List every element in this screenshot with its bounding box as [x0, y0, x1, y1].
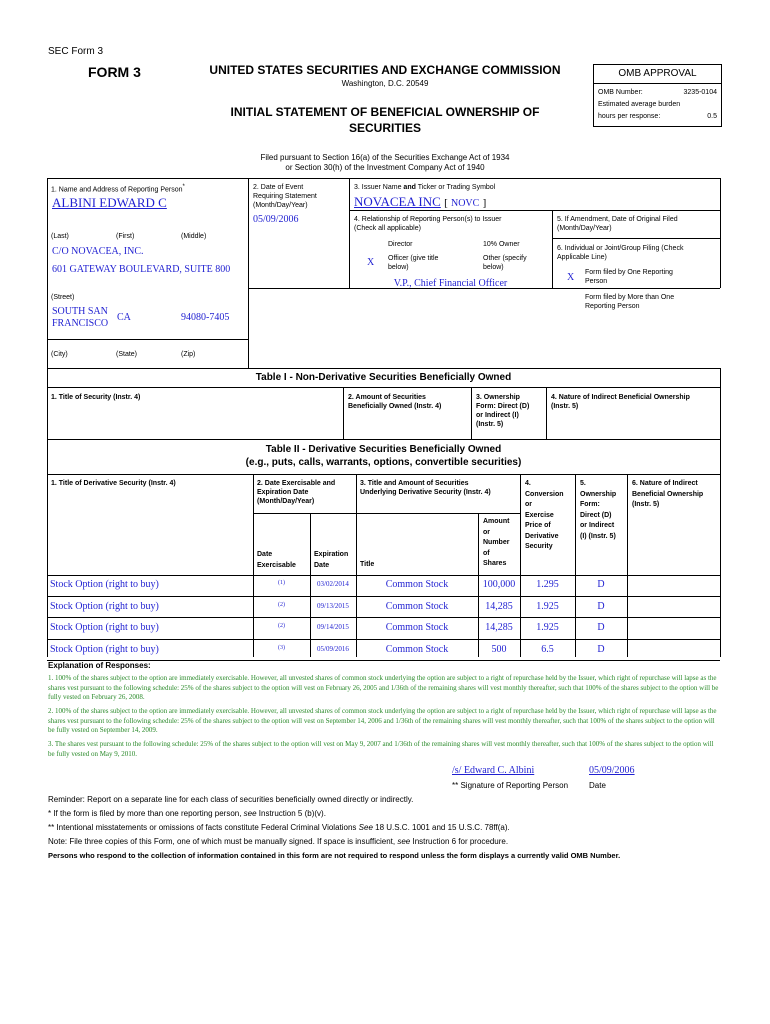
sec-form-label: SEC Form 3 — [48, 46, 104, 57]
street-label: (Street) — [51, 294, 75, 301]
reporting-person-name[interactable]: ALBINI EDWARD C — [52, 195, 167, 210]
t2-col-nature: 6. Nature of Indirect Beneficial Ownership (Instr. 5) — [632, 480, 704, 508]
commission-title: UNITED STATES SECURITIES AND EXCHANGE COMMISSION — [209, 63, 561, 77]
address-line-1: C/O NOVACEA, INC. — [52, 246, 144, 257]
row-ownership-form: D — [597, 579, 605, 590]
t2-col-underlying: 3. Title and Amount of Securities Underlying Derivative Security (Instr. 4) — [360, 480, 491, 496]
t2-sub-title: Title — [360, 561, 375, 568]
issuer-link[interactable]: NOVACEA INC — [354, 194, 441, 209]
omb-title: OMB APPROVAL — [594, 65, 721, 84]
t2-sub-amount: Amount or Number of Shares — [483, 518, 510, 567]
table-row — [47, 640, 720, 662]
statement-title-2: SECURITIES — [348, 121, 421, 135]
one-person-option: Form filed by One Reporting Person — [585, 269, 673, 285]
footnote-copies: Note: File three copies of this Form, one of which must be manually signed. If space is insufficient, see Instruction 6 for procedure. — [48, 837, 509, 846]
middle-label: (Middle) — [181, 233, 207, 240]
footnote-1: 1. 100% of the shares subject to the option are immediately exercisable. However, all unvested shares of common stock underlying the option are subject to a right of repurchase held by the Issuer, which right of repurchase will lapse as the shares vest pursuant to the following schedule: 25% of the shares subject to the option will vest on February 26, 2005 and 1/36th of the remaining shares will vest monthly thereafter, such that 100% of the shares subject to the option will be fully vested on February 26, 2008. — [48, 674, 719, 701]
zip-label: (Zip) — [181, 351, 196, 358]
burden-label-2: hours per response: — [598, 113, 661, 120]
officer-option: Officer (give title below) — [388, 255, 439, 271]
filed-pursuant-2: or Section 30(h) of the Investment Company Act of 1940 — [285, 163, 485, 172]
one-person-checkmark[interactable]: X — [567, 272, 575, 283]
table2-rows — [47, 575, 720, 661]
row-exercisable-footnote[interactable]: (2) — [278, 601, 285, 608]
row-expiration: 03/02/2014 — [317, 580, 349, 588]
row-ownership-form: D — [597, 643, 605, 655]
table-row — [47, 575, 720, 597]
t2-sub-date-exercisable: Date Exercisable — [257, 551, 296, 569]
row-security-title: Stock Option (right to buy) — [50, 643, 159, 655]
box2-label: 2. Date of Event Requiring Statement (Month/Day/Year) — [253, 184, 317, 209]
zip-value: 94080-7405 — [181, 312, 230, 323]
reminder-text: Reminder: Report on a separate line for each class of securities beneficially owned directly or indirectly. — [48, 795, 414, 804]
more-persons-option: Form filed by More than One Reporting Person — [585, 294, 675, 310]
city-line-1: SOUTH SAN — [52, 306, 108, 317]
t2-sub-expiration: Expiration Date — [314, 551, 349, 569]
row-expiration: 09/14/2015 — [317, 623, 349, 631]
ticker-symbol: NOVC — [450, 198, 480, 209]
date-label: Date — [589, 781, 606, 790]
table-row — [47, 597, 720, 619]
state-label: (State) — [116, 351, 138, 358]
burden-value: 0.5 — [707, 113, 717, 120]
row-security-title: Stock Option (right to buy) — [50, 600, 159, 612]
t1-col-amount: 2. Amount of Securities Beneficially Owned (Instr. 4) — [348, 394, 442, 410]
signature: /s/ Edward C. Albini — [452, 765, 535, 776]
signature-label: ** Signature of Reporting Person — [452, 781, 569, 790]
ten-percent-option: 10% Owner — [483, 241, 520, 248]
statement-title-1: INITIAL STATEMENT OF BENEFICIAL OWNERSHIP OF — [230, 105, 540, 119]
city-line-2: FRANCISCO — [52, 318, 109, 329]
row-price: 1.295 — [536, 579, 559, 590]
t2-col-ownership: 5. Ownership Form: Direct (D) or Indirect (I) (Instr. 5) — [580, 480, 617, 540]
row-shares: 500 — [491, 643, 507, 655]
table1-title: Table I - Non-Derivative Securities Beneficially Owned — [255, 372, 512, 383]
filed-pursuant-1: Filed pursuant to Section 16(a) of the Securities Exchange Act of 1934 — [260, 153, 510, 162]
row-price: 1.925 — [536, 600, 559, 612]
box6-label: 6. Individual or Joint/Group Filing (Check Applicable Line) — [557, 245, 684, 261]
box1-label: 1. Name and Address of Reporting Person* — [51, 184, 185, 194]
row-shares: 100,000 — [482, 579, 516, 590]
signature-date: 05/09/2006 — [589, 765, 635, 776]
director-option: Director — [388, 241, 413, 248]
row-underlying-title: Common Stock — [385, 622, 449, 633]
table-row — [47, 618, 720, 640]
omb-approval-box — [593, 64, 722, 127]
t1-col-title: 1. Title of Security (Instr. 4) — [51, 394, 141, 401]
event-date: 05/09/2006 — [253, 214, 299, 225]
row-ownership-form: D — [597, 600, 605, 612]
issuer-name: NOVACEA INC [ NOVC ] — [354, 194, 487, 209]
row-exercisable-footnote[interactable]: (2) — [278, 623, 285, 629]
table2-title-2: (e.g., puts, calls, warrants, options, convertible securities) — [245, 457, 522, 468]
other-option: Other (specify below) — [483, 255, 527, 271]
omb-notice: Persons who respond to the collection of information contained in this form are not required to respond unless the form displays a currently valid OMB Number. — [48, 851, 621, 860]
row-ownership-form: D — [597, 622, 605, 633]
table2-title-1: Table II - Derivative Securities Beneficially Owned — [265, 444, 502, 455]
state-value: CA — [117, 312, 131, 323]
officer-title: V.P., Chief Financial Officer — [393, 278, 508, 289]
footnote-2: 2. 100% of the shares subject to the option are immediately exercisable. However, all unvested shares of common stock underlying the option are subject to a right of repurchase held by the Issuer, which right of repurchase will lapse as the shares vest pursuant to the following schedule: 25% of the shares subject to the option will vest on September 14, 2006 and 1/36th of the remaining shares will vest monthly thereafter, such that 100% of the shares subject to the option will be fully vested on September 14, 2009. — [48, 707, 717, 734]
t2-col-dates: 2. Date Exercisable and Expiration Date (Month/Day/Year) — [257, 480, 336, 505]
omb-number-value: 3235-0104 — [683, 89, 717, 96]
t2-col-price: 4. Conversion or Exercise Price of Derivative Security — [525, 480, 564, 550]
burden-label-1: Estimated average burden — [598, 101, 681, 108]
form-title: FORM 3 — [88, 64, 141, 80]
last-label: (Last) — [51, 233, 69, 240]
box5-label: 5. If Amendment, Date of Original Filed (Month/Day/Year) — [557, 216, 678, 232]
footnote-violations: ** Intentional misstatements or omissions of facts constitute Federal Criminal Violations See 18 U.S.C. 1001 and 15 U.S.C. 78ff(a). — [48, 823, 510, 832]
address-line-2: 601 GATEWAY BOULEVARD, SUITE 800 — [52, 264, 231, 275]
row-expiration: 09/13/2015 — [317, 601, 349, 610]
box3-label: 3. Issuer Name and Ticker or Trading Symbol — [354, 184, 496, 191]
row-shares: 14,285 — [485, 622, 513, 633]
row-underlying-title: Common Stock — [385, 643, 449, 655]
row-exercisable-footnote[interactable]: (1) — [278, 580, 285, 586]
footnote-3: 3. The shares vest pursuant to the following schedule: 25% of the shares subject to the option will vest on May 9, 2007 and 1/36th of the remaining shares will vest monthly thereafter, such that 100% of the shares subject to the option will be fully vested on May 9, 2010. — [48, 740, 714, 758]
row-shares: 14,285 — [485, 600, 513, 612]
row-price: 6.5 — [541, 643, 554, 655]
row-exercisable-footnote[interactable]: (3) — [278, 644, 285, 651]
t1-col-ownership: 3. Ownership Form: Direct (D) or Indirect (I) (Instr. 5) — [476, 394, 530, 428]
location: Washington, D.C. 20549 — [341, 79, 429, 88]
officer-checkmark[interactable]: X — [367, 257, 375, 268]
explanation-heading: Explanation of Responses: — [48, 661, 151, 670]
row-underlying-title: Common Stock — [385, 579, 449, 590]
first-label: (First) — [116, 233, 135, 240]
row-security-title: Stock Option (right to buy) — [50, 579, 159, 590]
row-security-title: Stock Option (right to buy) — [50, 622, 159, 633]
row-underlying-title: Common Stock — [385, 600, 449, 612]
t2-col-title: 1. Title of Derivative Security (Instr. 4) — [51, 480, 176, 487]
box4-label: 4. Relationship of Reporting Person(s) to Issuer (Check all applicable) — [354, 216, 502, 232]
row-price: 1.925 — [536, 622, 559, 633]
t1-col-nature: 4. Nature of Indirect Beneficial Ownership (Instr. 5) — [551, 394, 690, 410]
footnote-multiple-persons: * If the form is filed by more than one reporting person, see Instruction 5 (b)(v). — [48, 809, 326, 818]
city-label: (City) — [51, 351, 68, 358]
omb-number-label: OMB Number: — [598, 89, 643, 96]
row-expiration: 05/09/2016 — [317, 644, 349, 653]
